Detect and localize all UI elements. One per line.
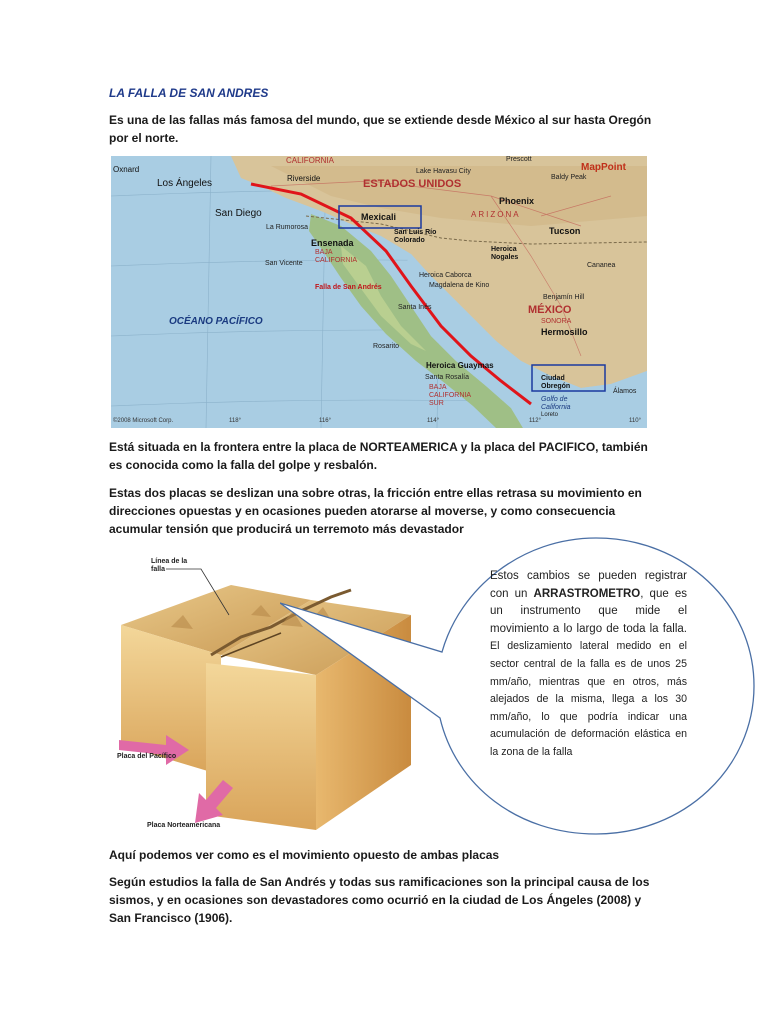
map-label-golfo: Golfo de California: [541, 396, 571, 411]
map-lon-118: 118°: [229, 418, 241, 424]
map-lon-112: 112°: [529, 418, 541, 424]
map-label-prescott: Prescott: [506, 156, 532, 163]
map-label-estados-unidos: ESTADOS UNIDOS: [363, 178, 462, 190]
map-lon-114: 114°: [427, 418, 439, 424]
map-label-santa-ines: Santa Inés: [398, 304, 432, 311]
map-label-ciudad-obregon: Ciudad Obregón: [541, 375, 571, 390]
plates-text-c: y la placa del: [457, 440, 539, 454]
plates-text-norteamerica: NORTEAMERICA: [359, 440, 458, 454]
map-label-mexico: MÉXICO: [528, 304, 572, 316]
map-label-oceano: OCÉANO PACÍFICO: [169, 316, 263, 327]
map-label-baja-california: BAJA CALIFORNIA: [315, 249, 358, 264]
fault-map: [111, 156, 647, 428]
callout-text-c: , que es un instrumento que mide el movimiento a lo largo de toda la falla.: [490, 587, 687, 635]
intro-paragraph: Es una de las fallas más famosa del mundo, que se extiende desde México al sur hasta Oregón por el norte.: [109, 113, 652, 145]
map-label-san-diego: San Diego: [215, 208, 262, 219]
callout-text-a: Estos cambios se pueden registrar con un: [490, 570, 687, 600]
map-label-ensenada: Ensenada: [311, 238, 354, 248]
map-label-alamos: Álamos: [613, 388, 637, 395]
map-label-magdalena: Magdalena de Kino: [429, 282, 490, 289]
map-label-california: CALIFORNIA: [286, 156, 335, 165]
diagram-label-placa-pacifico: Placa del Pacífico: [117, 753, 177, 760]
plates-text-e: , también es conocida como la falla del golpe y resbalón.: [109, 440, 648, 472]
callout-arrastrometro: ARRASTROMETRO: [533, 587, 641, 600]
map-label-riverside: Riverside: [287, 174, 321, 183]
map-copyright: ©2008 Microsoft Corp.: [113, 418, 174, 424]
map-label-rosarito: Rosarito: [373, 343, 400, 350]
map-label-oxnard: Oxnard: [113, 165, 140, 174]
diagram-label-linea: Línea de la falla: [151, 558, 188, 573]
callout-text: [490, 568, 687, 762]
diagram-label-placa-norte: Placa Norteamericana: [147, 822, 221, 829]
callout-text-d: El deslizamiento lateral medido en el sector central de la falla es de unos 25 mm/año, mientras que en otros, más alejados de la misma, llega a los 30 mm/año, lo que podría indicar una acumulación de deformación elástica en la zona de la falla: [490, 640, 687, 758]
map-lon-110: 110°: [629, 418, 641, 424]
map-label-heroica-caborca: Heroica Caborca: [419, 272, 472, 279]
map-label-baja-california-sur: BAJA CALIFORNIA SUR: [429, 384, 471, 407]
map-label-lake-havasu: Lake Havasu City: [416, 168, 471, 175]
map-label-falla: Falla de San Andrés: [315, 284, 382, 291]
map-label-heroica-nogales: Heroica Nogales: [491, 246, 519, 261]
map-label-mappoint: MapPoint: [581, 162, 626, 173]
page-title: LA FALLA DE SAN ANDRES: [109, 86, 269, 100]
map-label-mexicali: Mexicali: [361, 212, 397, 222]
map-label-san-vicente: San Vicente: [265, 260, 303, 267]
map-label-los-angeles: Los Ángeles: [157, 178, 213, 189]
map-label-heroica-guaymas: Heroica Guaymas: [426, 361, 494, 370]
map-label-hermosillo: Hermosillo: [541, 327, 588, 337]
plates-paragraph: [109, 438, 659, 474]
plates-text-a: Está situada en la frontera entre la placa de: [109, 440, 360, 454]
caption-paragraph: Aquí podemos ver como es el movimiento opuesto de ambas placas: [109, 848, 500, 862]
map-label-loreto: Loreto: [541, 412, 559, 418]
map-label-santa-rosalia: Santa Rosalía: [425, 374, 469, 381]
map-label-phoenix: Phoenix: [499, 196, 535, 206]
map-label-baldy-peak: Baldy Peak: [551, 174, 587, 181]
map-label-sonora: SONORA: [541, 318, 572, 325]
map-lon-116: 116°: [319, 418, 331, 424]
map-label-arizona: ARIZONA: [471, 210, 521, 219]
friction-paragraph: Estas dos placas se deslizan una sobre otras, la fricción entre ellas retrasa su movimiento en direcciones opuestas y en ocasiones pueden atorarse al moverse, y como consecuencia acumular tensión que producirá un terremoto más devastador: [109, 486, 642, 536]
plates-text-pacifico: PACIFICO: [538, 440, 596, 454]
map-label-san-luis: San Luis Río Colorado: [394, 229, 437, 244]
map-label-la-rumorosa: La Rumorosa: [266, 224, 309, 231]
map-label-tucson: Tucson: [549, 226, 581, 236]
map-label-cananea: Cananea: [587, 262, 616, 269]
map-label-benjamin-hill: Benjamín Hill: [543, 294, 585, 301]
studies-paragraph: Según estudios la falla de San Andrés y todas sus ramificaciones son la principal causa de los sismos, y en ocasiones son devastadores como ocurrió en la ciudad de Los Ángeles (2008) y San Francisco (1906).: [109, 875, 650, 925]
